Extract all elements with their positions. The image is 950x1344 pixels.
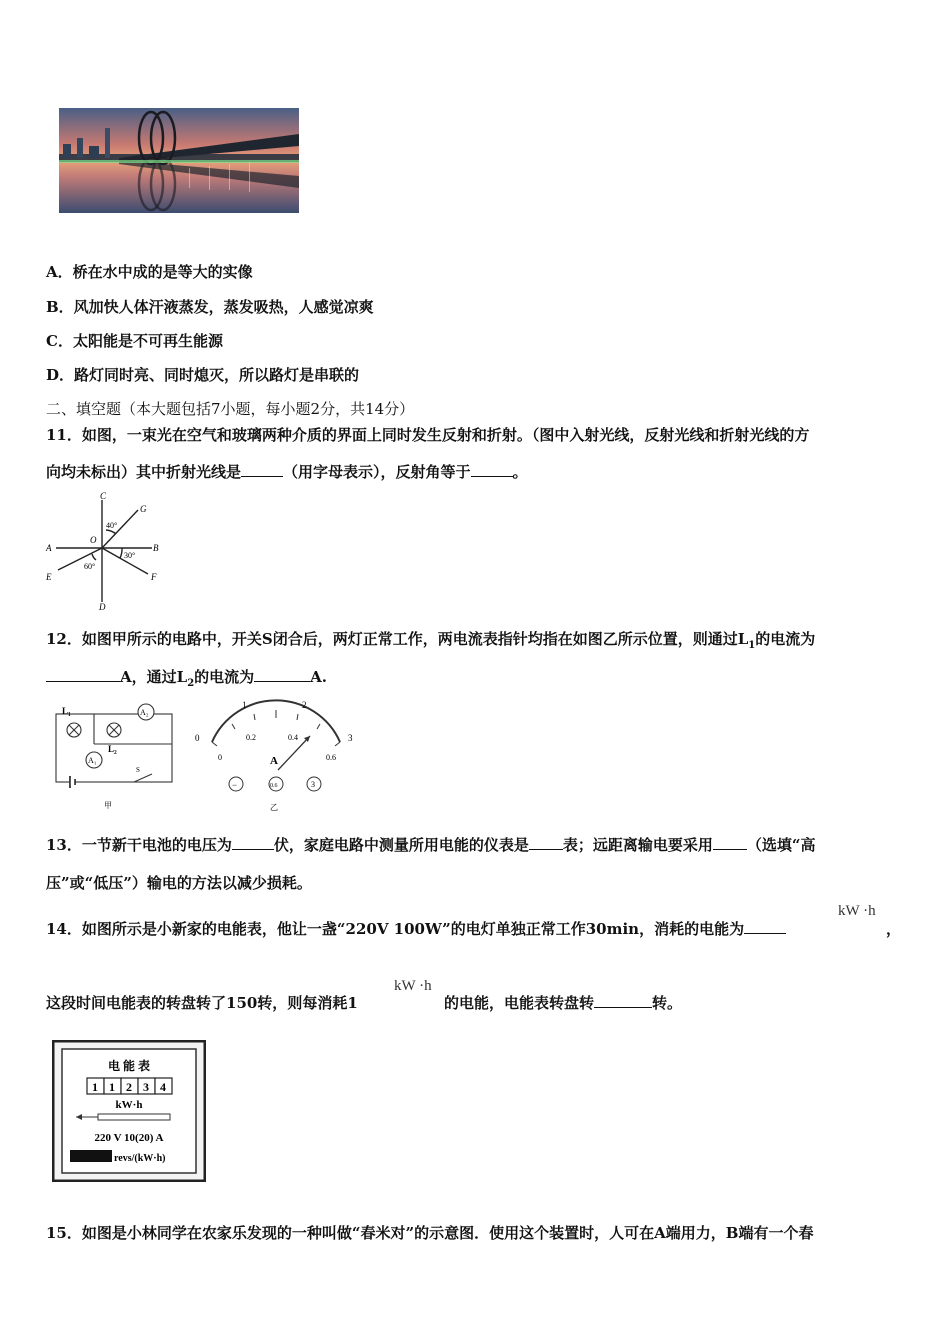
q11-blank-reflection-angle[interactable] bbox=[471, 462, 513, 477]
q14-line1 bbox=[46, 918, 786, 939]
q11-text-a: 向均未标出）其中折射光线是 bbox=[46, 463, 242, 481]
q12-caption-yi: 乙 bbox=[270, 803, 278, 812]
q13-text-b: 伏，家庭电路中测量所用电能的仪表是 bbox=[273, 836, 529, 854]
q13-text-d: （选填“高 bbox=[746, 836, 816, 854]
q12-meter-bottom-0: 0 bbox=[218, 753, 222, 762]
q12-blank-l1-current[interactable] bbox=[46, 667, 120, 682]
q11-label-a: A bbox=[46, 543, 52, 553]
q14-blank-revs[interactable] bbox=[594, 993, 652, 1008]
q11-line2 bbox=[46, 461, 528, 482]
q14-blank-energy[interactable] bbox=[744, 919, 786, 934]
q12-text-c: A，通过L bbox=[120, 668, 188, 686]
q14-energy-meter-drawing bbox=[52, 1040, 206, 1182]
option-d: D．路灯同时亮、同时熄灭，所以路灯是串联的 bbox=[46, 366, 360, 384]
q12-meter-top-0: 0 bbox=[195, 733, 200, 743]
option-c: C．太阳能是不可再生能源 bbox=[46, 332, 223, 350]
q12-caption-jia: 甲 bbox=[104, 801, 112, 810]
q12-meter-top-2: 2 bbox=[302, 700, 307, 710]
q12-label-a1: A₁ bbox=[88, 756, 97, 765]
q12-sub-1: 1 bbox=[748, 640, 756, 651]
q12-circuit-figure bbox=[48, 700, 180, 812]
q14-meter-revs: revs/(kW·h) bbox=[114, 1153, 166, 1164]
option-a: A．桥在水中成的是等大的实像 bbox=[46, 263, 253, 281]
q15-line1: 15．如图是小林同学在农家乐发现的一种叫做“春米对”的示意图．使用这个装置时，人可在A端用力，B端有一个春 bbox=[46, 1224, 814, 1242]
q11-label-g: G bbox=[140, 504, 147, 514]
q12-label-a2: A₂ bbox=[140, 708, 149, 717]
q13-blank-voltage[interactable] bbox=[232, 835, 274, 850]
q11-light-ray-drawing bbox=[44, 490, 174, 612]
q12-meter-top-3: 3 bbox=[348, 733, 353, 743]
q11-blank-refracted-ray[interactable] bbox=[241, 462, 283, 477]
q14-meter-rating: 220 V 10(20) A bbox=[94, 1132, 164, 1144]
q12-text-d: 的电流为 bbox=[194, 668, 255, 686]
q12-line2 bbox=[46, 666, 327, 689]
q12-meter-unit: A bbox=[270, 755, 278, 767]
q12-sub-2: 2 bbox=[187, 678, 195, 689]
q14-digit-1: 1 bbox=[92, 1080, 98, 1094]
q14-text-b: 这段时间电能表的转盘转了150转，则每消耗1 bbox=[46, 994, 358, 1012]
q14-meter-unit: kW·h bbox=[115, 1099, 143, 1111]
q14-text-d: 转。 bbox=[652, 994, 683, 1012]
q11-label-b: B bbox=[153, 543, 159, 553]
q11-text-c: 。 bbox=[512, 463, 528, 481]
section-2-title: 二、填空题（本大题包括7小题，每小题2分，共14分） bbox=[46, 400, 415, 418]
q12-text-b: 的电流为 bbox=[755, 630, 816, 648]
q11-label-e: E bbox=[46, 572, 52, 582]
q12-blank-l2-current[interactable] bbox=[254, 667, 310, 682]
q12-meter-bottom-3: 0.6 bbox=[326, 753, 336, 762]
q11-angle-40: 40° bbox=[106, 521, 118, 530]
q14-unit-2: kW ·h bbox=[394, 978, 432, 994]
q14-comma: ， bbox=[886, 920, 902, 938]
q11-label-d: D bbox=[99, 602, 106, 612]
q12-circuit-drawing bbox=[48, 700, 180, 812]
q14-line2-cont bbox=[444, 992, 682, 1013]
q12-meter-bottom-2: 0.4 bbox=[288, 733, 298, 742]
q12-meter-bottom-1: 0.2 bbox=[246, 733, 256, 742]
q14-unit-1: kW ·h bbox=[838, 903, 876, 919]
q12-label-s: S bbox=[136, 766, 140, 774]
q12-text-e: A. bbox=[310, 668, 328, 686]
q14-digit-3: 2 bbox=[126, 1080, 132, 1094]
q14-digit-2: 1 bbox=[109, 1080, 115, 1094]
q12-terminal-neg-label: − bbox=[232, 780, 238, 790]
q12-label-l1: L₁ bbox=[62, 706, 71, 716]
option-b: B．风加快人体汗液蒸发，蒸发吸热，人感觉凉爽 bbox=[46, 298, 374, 316]
q14-digit-5: 4 bbox=[160, 1080, 166, 1094]
q12-text-a: 12．如图甲所示的电路中，开关S闭合后，两灯正常工作，两电流表指针均指在如图乙所示位置，则通过L bbox=[46, 630, 749, 648]
q13-text-c: 表；远距离输电要采用 bbox=[562, 836, 713, 854]
q12-ammeter-drawing bbox=[190, 696, 360, 814]
q11-line1: 11．如图，一束光在空气和玻璃两种介质的界面上同时发生反射和折射。（图中入射光线，反射光线和折射光线的方 bbox=[46, 426, 810, 444]
q11-label-c: C bbox=[100, 491, 107, 501]
q13-blank-meter[interactable] bbox=[529, 835, 563, 850]
q12-meter-top-1: 1 bbox=[242, 700, 247, 710]
q11-label-o: O bbox=[90, 535, 97, 545]
bridge-photo bbox=[59, 108, 299, 213]
q11-label-f: F bbox=[151, 572, 157, 582]
q14-line2 bbox=[46, 992, 358, 1013]
q14-text-c: 的电能，电能表转盘转 bbox=[444, 994, 595, 1012]
q12-label-l2: L₂ bbox=[108, 744, 117, 754]
q14-energy-meter-figure bbox=[52, 1040, 206, 1182]
q12-line1 bbox=[46, 628, 815, 651]
q12-terminal-3-label: 3 bbox=[311, 780, 315, 789]
q13-blank-transmission[interactable] bbox=[713, 835, 747, 850]
q11-angle-60: 60° bbox=[84, 562, 96, 571]
q11-text-b: （用字母表示），反射角等于 bbox=[283, 463, 471, 481]
q13-text-a: 13．一节新干电池的电压为 bbox=[46, 836, 232, 854]
q12-terminal-06-label: 0.6 bbox=[270, 783, 278, 789]
q11-light-ray-figure bbox=[44, 490, 174, 612]
q14-text-a: 14．如图所示是小新家的电能表，他让一盏“220V 100W”的电灯单独正常工作30min，消耗的电能为 bbox=[46, 920, 745, 938]
q14-digit-4: 3 bbox=[143, 1080, 149, 1094]
q13-line1 bbox=[46, 834, 816, 855]
bridge-photo-drawing bbox=[59, 108, 299, 213]
q11-angle-30: 30° bbox=[124, 551, 136, 560]
q12-ammeter-figure bbox=[190, 696, 360, 814]
q14-meter-title: 电 能 表 bbox=[107, 1059, 151, 1073]
q13-line2: 压”或“低压”）输电的方法以减少损耗。 bbox=[46, 874, 312, 892]
